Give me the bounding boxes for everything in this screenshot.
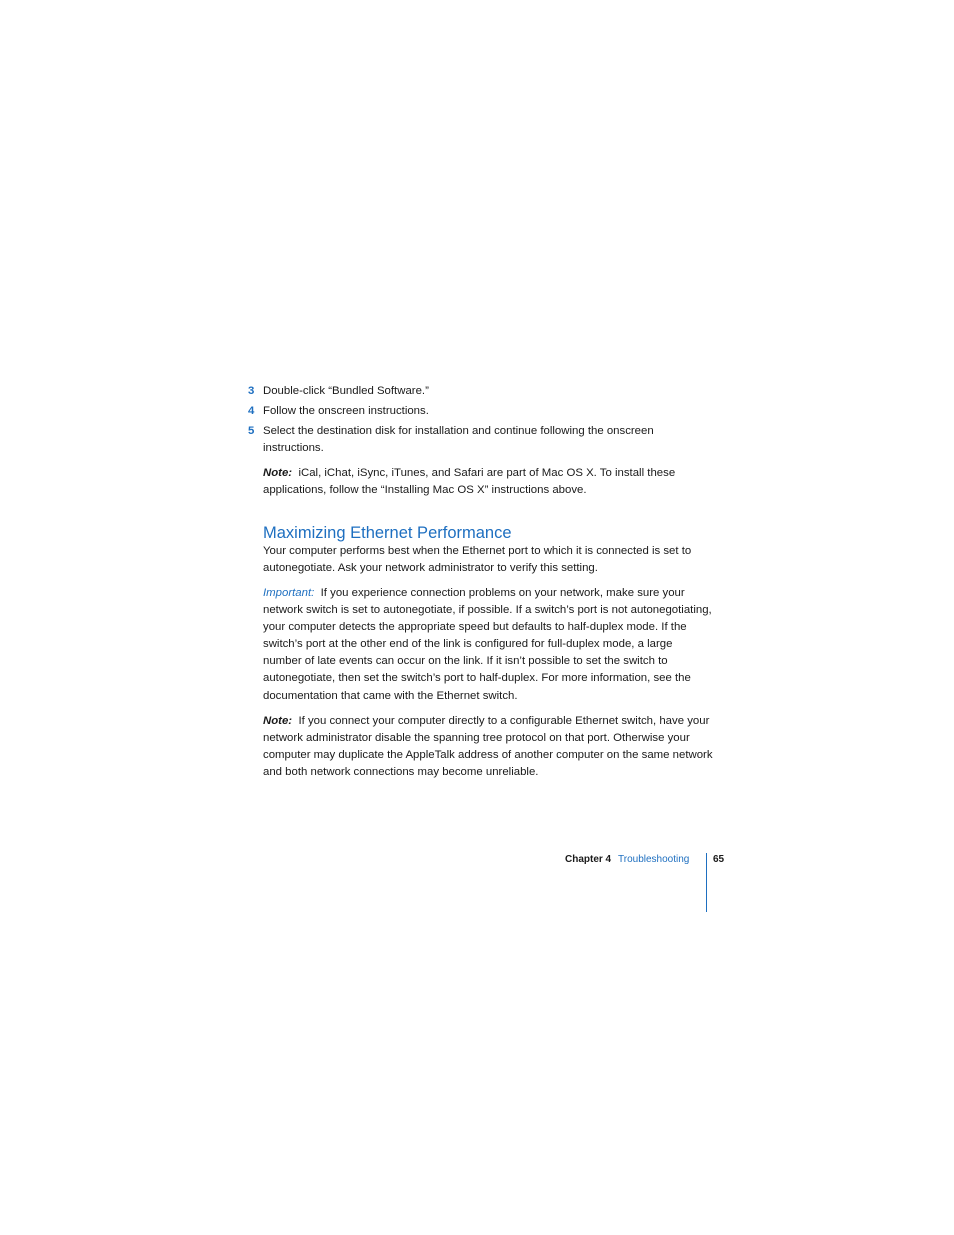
note-text: If you connect your computer directly to a configurable Ethernet switch, have your network administrator disable the spanning tree protocol on that port. Otherwise your computer may duplicate the AppleTalk address of another computer on the same network and both network connections may become unreliable.: [263, 715, 713, 779]
note-text: iCal, iChat, iSync, iTunes, and Safari are part of Mac OS X. To install these applications, follow the “Installing Mac OS X” instructions above.: [263, 467, 676, 497]
important-paragraph: [263, 585, 713, 705]
step-number: 3: [248, 385, 255, 397]
step-4: [248, 403, 718, 420]
step-number: 5: [248, 425, 255, 437]
step-3: [248, 383, 718, 400]
note-label: Note:: [263, 467, 293, 479]
important-label: Important:: [263, 587, 315, 599]
footer-chapter: Chapter 4: [565, 854, 612, 865]
step-number: 4: [248, 405, 255, 417]
step-text: Follow the onscreen instructions.: [263, 405, 429, 417]
footer-divider: [706, 853, 707, 912]
step-text: Select the destination disk for installation and continue following the onscreen instructions.: [263, 425, 654, 454]
section-intro: Your computer performs best when the Ethernet port to which it is connected is set to autonegotiate. Ask your network administrator to verify this setting.: [263, 545, 692, 575]
step-5: [248, 423, 718, 457]
page-number: 65: [713, 854, 725, 865]
section-heading: Maximizing Ethernet Performance: [263, 524, 512, 542]
important-text: If you experience connection problems on your network, make sure your network switch is set to autonegotiate, if possible. If a switch’s port is not autonegotiating, your computer detects the appropriate speed but defaults to half-duplex mode. If the switch’s port at the other end of the link is configured for full-duplex mode, a large number of late events can occur on the link. If it isn’t possible to set the switch to autonegotiate, then set the switch’s port to half-duplex. For more information, see the documentation that came with the Ethernet switch.: [263, 587, 712, 702]
footer-section: Troubleshooting: [618, 854, 690, 865]
note-paragraph: [263, 465, 713, 499]
note-label: Note:: [263, 715, 293, 727]
note-paragraph-2: [263, 713, 713, 781]
step-text: Double-click “Bundled Software.”: [263, 385, 429, 397]
